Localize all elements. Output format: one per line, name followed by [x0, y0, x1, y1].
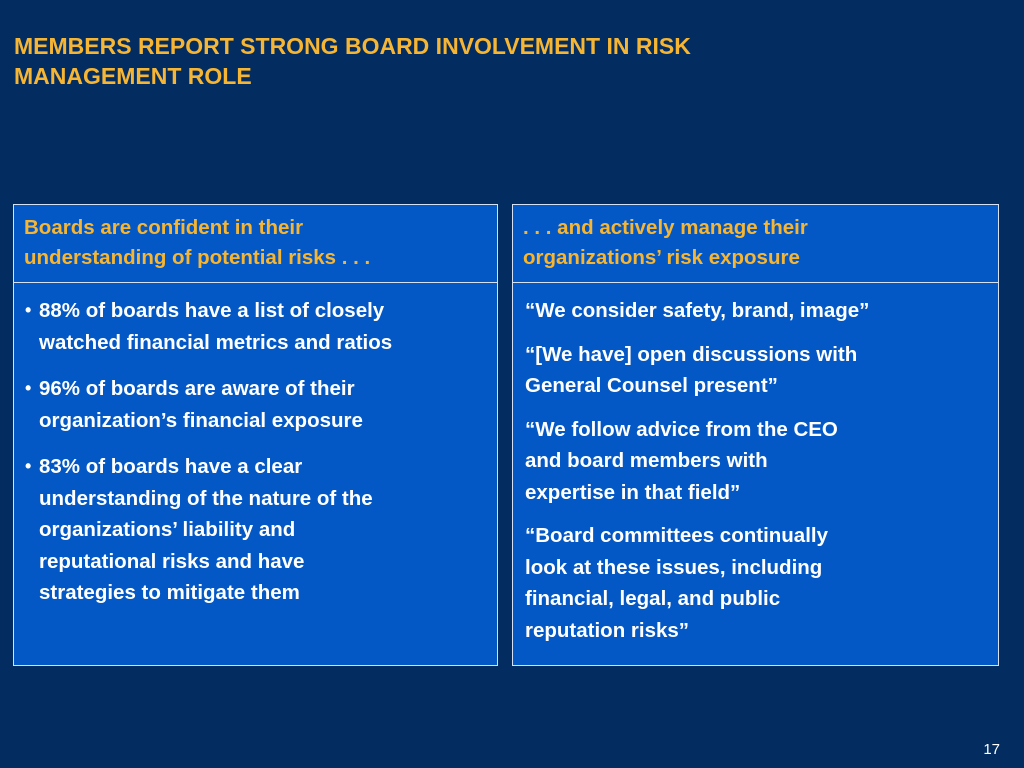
right-panel-header — [513, 205, 998, 283]
quote-text-line: look at these issues, including — [525, 555, 823, 579]
left-panel-header — [14, 205, 497, 283]
left-panel-header-line: Boards are confident in their — [24, 216, 304, 239]
quote-text-line: “We follow advice from the CEO — [525, 417, 838, 441]
bullet-item — [25, 373, 497, 436]
quote-text-line: “[We have] open discussions with — [525, 342, 858, 366]
bullet-text-line: reputational risks and have — [39, 549, 305, 573]
slide-title-line: MEMBERS REPORT STRONG BOARD INVOLVEMENT IN RISK — [14, 33, 691, 59]
bullet-icon: • — [25, 456, 32, 476]
quote-item — [525, 520, 998, 646]
bullet-text-line: organizations’ liability and — [39, 518, 296, 541]
quote-item — [525, 295, 998, 327]
quote-text-line: and board members with — [525, 449, 768, 472]
right-panel-body — [513, 295, 998, 658]
left-panel-header-line: understanding of potential risks . . . — [24, 246, 371, 269]
left-panel — [13, 204, 498, 666]
bullet-icon: • — [25, 378, 32, 398]
right-panel — [512, 204, 999, 666]
bullet-item — [25, 295, 497, 358]
quote-item — [525, 339, 998, 402]
quote-item — [525, 414, 998, 509]
bullet-text-line: organization’s financial exposure — [39, 408, 363, 432]
bullet-text-line: 83% of boards have a clear — [39, 455, 303, 478]
bullet-icon: • — [25, 300, 32, 320]
right-panel-header-line: . . . and actively manage their — [523, 216, 808, 239]
quote-text-line: General Counsel present” — [525, 374, 778, 397]
quote-text-line: “We consider safety, brand, image” — [525, 299, 870, 322]
slide-title — [14, 31, 914, 91]
bullet-text-line: understanding of the nature of the — [39, 486, 373, 510]
quote-list — [513, 295, 998, 646]
right-panel-header-line: organizations’ risk exposure — [523, 246, 800, 269]
bullet-list — [14, 295, 497, 609]
bullet-text-line: 96% of boards are aware of their — [39, 377, 355, 400]
bullet-item — [25, 451, 497, 609]
bullet-text-line: 88% of boards have a list of closely — [39, 299, 385, 322]
quote-text-line: financial, legal, and public — [525, 587, 781, 610]
quote-text-line: expertise in that field” — [525, 480, 741, 504]
bullet-text-line: watched financial metrics and ratios — [39, 330, 393, 354]
bullet-text-line: strategies to mitigate them — [39, 581, 300, 604]
quote-text-line: reputation risks” — [525, 618, 690, 642]
quote-text-line: “Board committees continually — [525, 524, 829, 547]
left-panel-body — [14, 295, 497, 624]
slide-title-line: MANAGEMENT ROLE — [14, 63, 252, 89]
page-number: 17 — [983, 741, 1000, 758]
